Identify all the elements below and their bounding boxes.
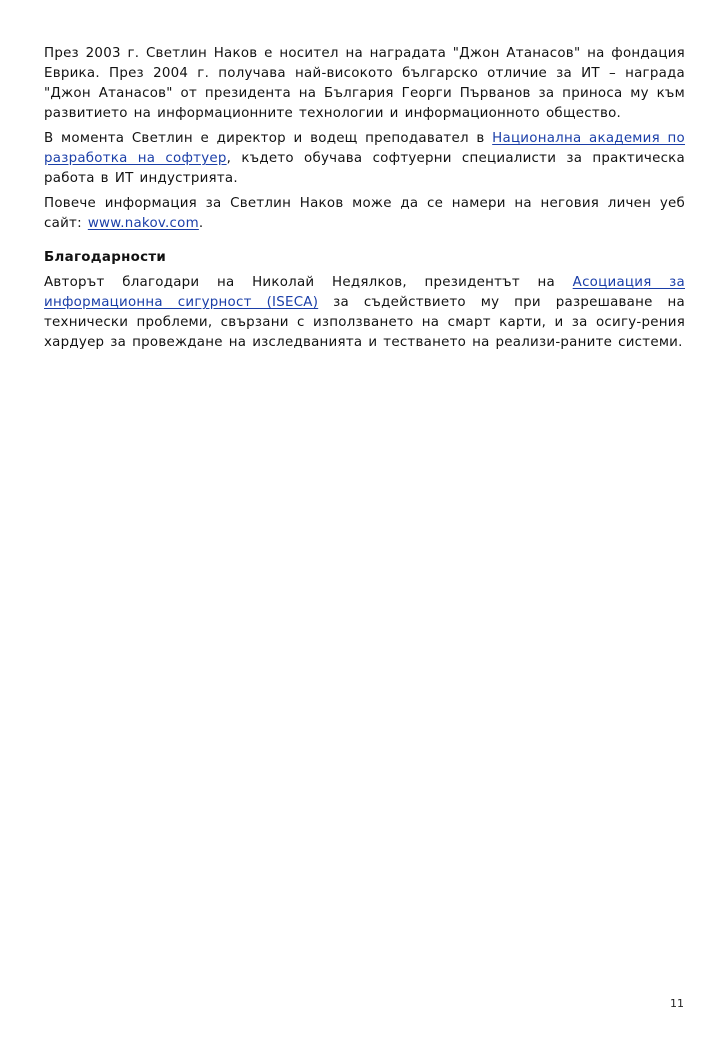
paragraph-acknowledgements-after: за съдействието му при разрешаване на технически проблеми, свързани с използването на смарт карти, и за осигу-рения хардуер за провеждане на изследванията и тестването на реализи-раните системи. [44,295,685,350]
acknowledgements-heading: Благодарности [44,250,167,265]
paragraph-awards [44,44,685,124]
paragraph-more-info-before: Повече информация за Светлин Наков може да се намери на неговия личен уеб сайт: [44,196,685,231]
academy-link[interactable]: Национална академия по разработка на софтуер [44,131,685,166]
paragraph-current-role-before: В момента Светлин е директор и водещ преподавател в [44,131,493,146]
paragraph-current-role [44,129,685,189]
paragraph-more-info-after: . [198,216,204,231]
iseca-link[interactable]: Асоциация за информационна сигурност (ISECA) [44,275,685,310]
paragraph-acknowledgements-before: Авторът благодари на Николай Недялков, президентът на [44,275,573,290]
paragraph-current-role-after: , където обучава софтуерни специалисти за практическа работа в ИТ индустрията. [44,151,685,186]
paragraph-acknowledgements [44,273,685,353]
paragraph-more-info [44,194,685,234]
paragraph-awards-text: През 2003 г. Светлин Наков е носител на наградата "Джон Атанасов" на фондация Еврика. През 2004 г. получава най-високото българско отличие за ИТ – награда "Джон Атанасов" от президента на България Георги Първанов за приноса му към развитието на информационните технологии и информационното общество. [44,46,685,121]
document-page [44,44,685,358]
page-number: 11 [670,997,684,1010]
website-link[interactable]: www.nakov.com [87,216,199,231]
